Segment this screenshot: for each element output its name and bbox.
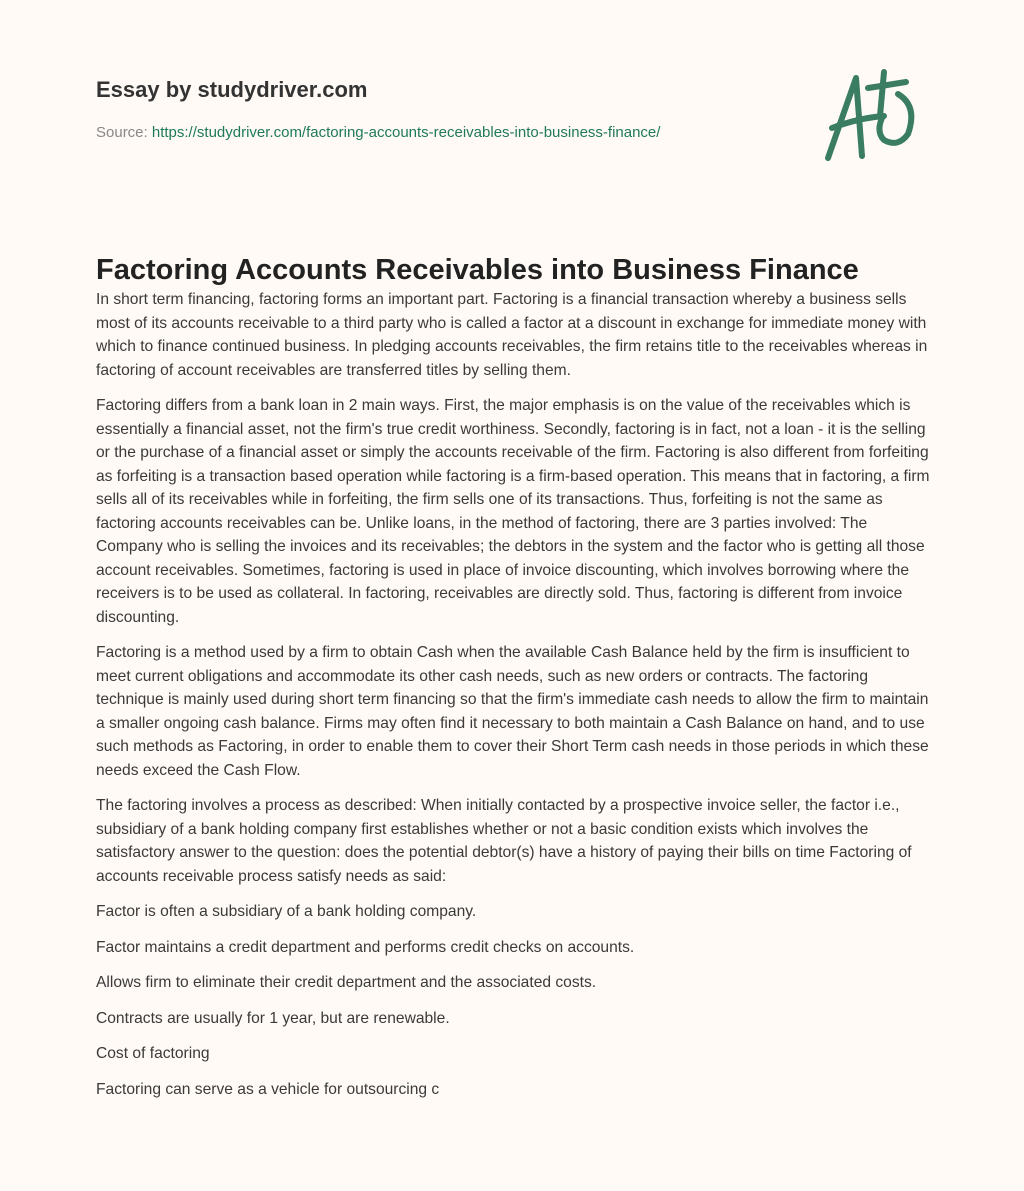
source-label: Source:: [96, 124, 148, 141]
paragraph: Factoring can serve as a vehicle for outsourcing c: [96, 1080, 440, 1098]
paragraph: Allows firm to eliminate their credit department and the associated costs.: [96, 974, 597, 991]
source-line: [96, 124, 660, 141]
paragraph: Cost of factoring: [96, 1045, 210, 1062]
a-plus-logo-icon: [818, 66, 928, 166]
article-body: [96, 288, 936, 1113]
paragraph: Factoring is a method used by a firm to obtain Cash when the available Cash Balance held by the firm is insufficient to meet current obligations and accommodate its other cash needs, such as new orders or contracts. The factoring technique is mainly used during short term financing so that the firm's immediate cash needs to allow the firm to maintain a smaller ongoing cash balance. Firms may often find it necessary to both maintain a Cash Balance on hand, and to use such methods as Factoring, in order to enable them to cover their Short Term cash needs in those periods in which these needs exceed the Cash Flow.: [96, 644, 929, 779]
paragraph: Factor maintains a credit department and performs credit checks on accounts.: [96, 938, 635, 956]
paragraph: Contracts are usually for 1 year, but are renewable.: [96, 1009, 450, 1027]
paragraph: Factoring differs from a bank loan in 2 main ways. First, the major emphasis is on the value of the receivables which is essentially a financial asset, not the firm's true credit worthiness. Secondly, factoring is in fact, not a loan - it is the selling or the purchase of a financial asset or simply the accounts receivable of the firm. Factoring is also different from forfeiting as forfeiting is a transaction based operation while factoring is a firm-based operation. This means that in factoring, a firm sells all of its receivables while in forfeiting, the firm sells one of its transactions. Thus, forfeiting is not the same as factoring accounts receivables can be. Unlike loans, in the method of factoring, there are 3 parties involved: The Company who is selling the invoices and its receivables; the debtors in the system and the factor who is getting all those account receivables. Sometimes, factoring is used in place of invoice discounting, which involves borrowing where the receivers is to be used as collateral. In factoring, receivables are directly sold. Thus, factoring is different from invoice discounting.: [96, 397, 930, 626]
paragraph: Factor is often a subsidiary of a bank holding company.: [96, 903, 477, 920]
article-title: Factoring Accounts Receivables into Business Finance: [96, 254, 859, 286]
source-link[interactable]: https://studydriver.com/factoring-accounts-receivables-into-business-finance/: [151, 124, 661, 141]
paragraph: The factoring involves a process as described: When initially contacted by a prospective invoice seller, the factor i.e., subsidiary of a bank holding company first establishes whether or not a basic condition exists which involves the satisfactory answer to the question: does the potential debtor(s) have a history of paying their bills on time Factoring of accounts receivable process satisfy needs as said:: [96, 797, 912, 885]
paragraph: In short term financing, factoring forms an important part. Factoring is a financial transaction whereby a business sells most of its accounts receivable to a third party who is called a factor at a discount in exchange for immediate money with which to finance continued business. In pledging accounts receivables, the firm retains title to the receivables whereas in factoring of account receivables are transferred titles by selling them.: [96, 291, 928, 379]
brand-title: Essay by studydriver.com: [96, 77, 368, 102]
